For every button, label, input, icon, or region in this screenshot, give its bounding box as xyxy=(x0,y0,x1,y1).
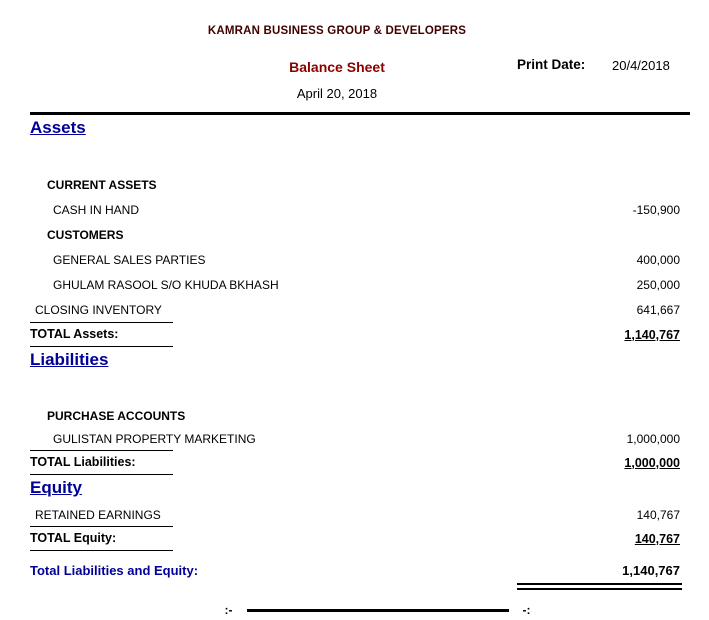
amount-value: 140,767 xyxy=(636,507,680,522)
account-label: CLOSING INVENTORY xyxy=(35,302,162,317)
amount-value: 250,000 xyxy=(636,277,680,292)
account-row xyxy=(30,427,680,450)
account-label: CASH IN HAND xyxy=(53,202,140,217)
report-title: Balance Sheet xyxy=(289,59,385,75)
account-row xyxy=(30,297,680,322)
header-rule xyxy=(30,112,690,115)
footer xyxy=(75,603,680,617)
total-row-assets xyxy=(30,322,680,347)
group-label: PURCHASE ACCOUNTS xyxy=(47,408,186,423)
total-amount: 1,140,767 xyxy=(624,327,680,342)
total-row-equity xyxy=(30,526,680,551)
amount-value: -150,900 xyxy=(632,202,680,217)
report-body xyxy=(30,118,680,617)
group-label: CUSTOMERS xyxy=(47,227,124,242)
print-date-value: 20/4/2018 xyxy=(612,58,670,73)
account-row xyxy=(30,272,680,297)
grand-total-row xyxy=(30,560,680,580)
total-label: TOTAL Liabilities: xyxy=(30,450,173,475)
total-row-liabilities xyxy=(30,450,680,475)
total-label: TOTAL Assets: xyxy=(30,322,173,347)
section-title-assets: Assets xyxy=(30,118,86,137)
amount-value: 1,000,000 xyxy=(626,431,680,446)
footer-left-mark: :- xyxy=(224,603,233,617)
report-date: April 20, 2018 xyxy=(296,86,378,101)
group-row xyxy=(30,222,680,247)
section-title-liabilities: Liabilities xyxy=(30,350,109,369)
account-row xyxy=(30,247,680,272)
account-label: GHULAM RASOOL S/O KHUDA BKHASH xyxy=(53,277,279,292)
amount-value: 641,667 xyxy=(636,302,680,317)
total-label: TOTAL Equity: xyxy=(30,526,173,551)
footer-line xyxy=(247,609,509,612)
account-label: GENERAL SALES PARTIES xyxy=(53,252,206,267)
grand-total-amount: 1,140,767 xyxy=(622,562,680,578)
account-label: GULISTAN PROPERTY MARKETING xyxy=(53,431,256,446)
total-amount: 1,000,000 xyxy=(624,455,680,470)
grand-total-label: Total Liabilities and Equity: xyxy=(30,562,199,578)
account-row xyxy=(30,197,680,222)
footer-right-mark: -: xyxy=(522,603,531,617)
account-row xyxy=(30,503,680,526)
account-label: RETAINED EARNINGS xyxy=(35,507,161,522)
group-row xyxy=(30,172,680,197)
company-name: KAMRAN BUSINESS GROUP & DEVELOPERS xyxy=(207,25,467,37)
group-label: CURRENT ASSETS xyxy=(47,177,157,192)
amount-value: 400,000 xyxy=(636,252,680,267)
section-title-equity: Equity xyxy=(30,478,82,497)
double-rule xyxy=(517,583,682,590)
group-row xyxy=(30,404,680,427)
total-amount: 140,767 xyxy=(634,531,680,546)
print-date-label: Print Date: xyxy=(517,57,586,72)
